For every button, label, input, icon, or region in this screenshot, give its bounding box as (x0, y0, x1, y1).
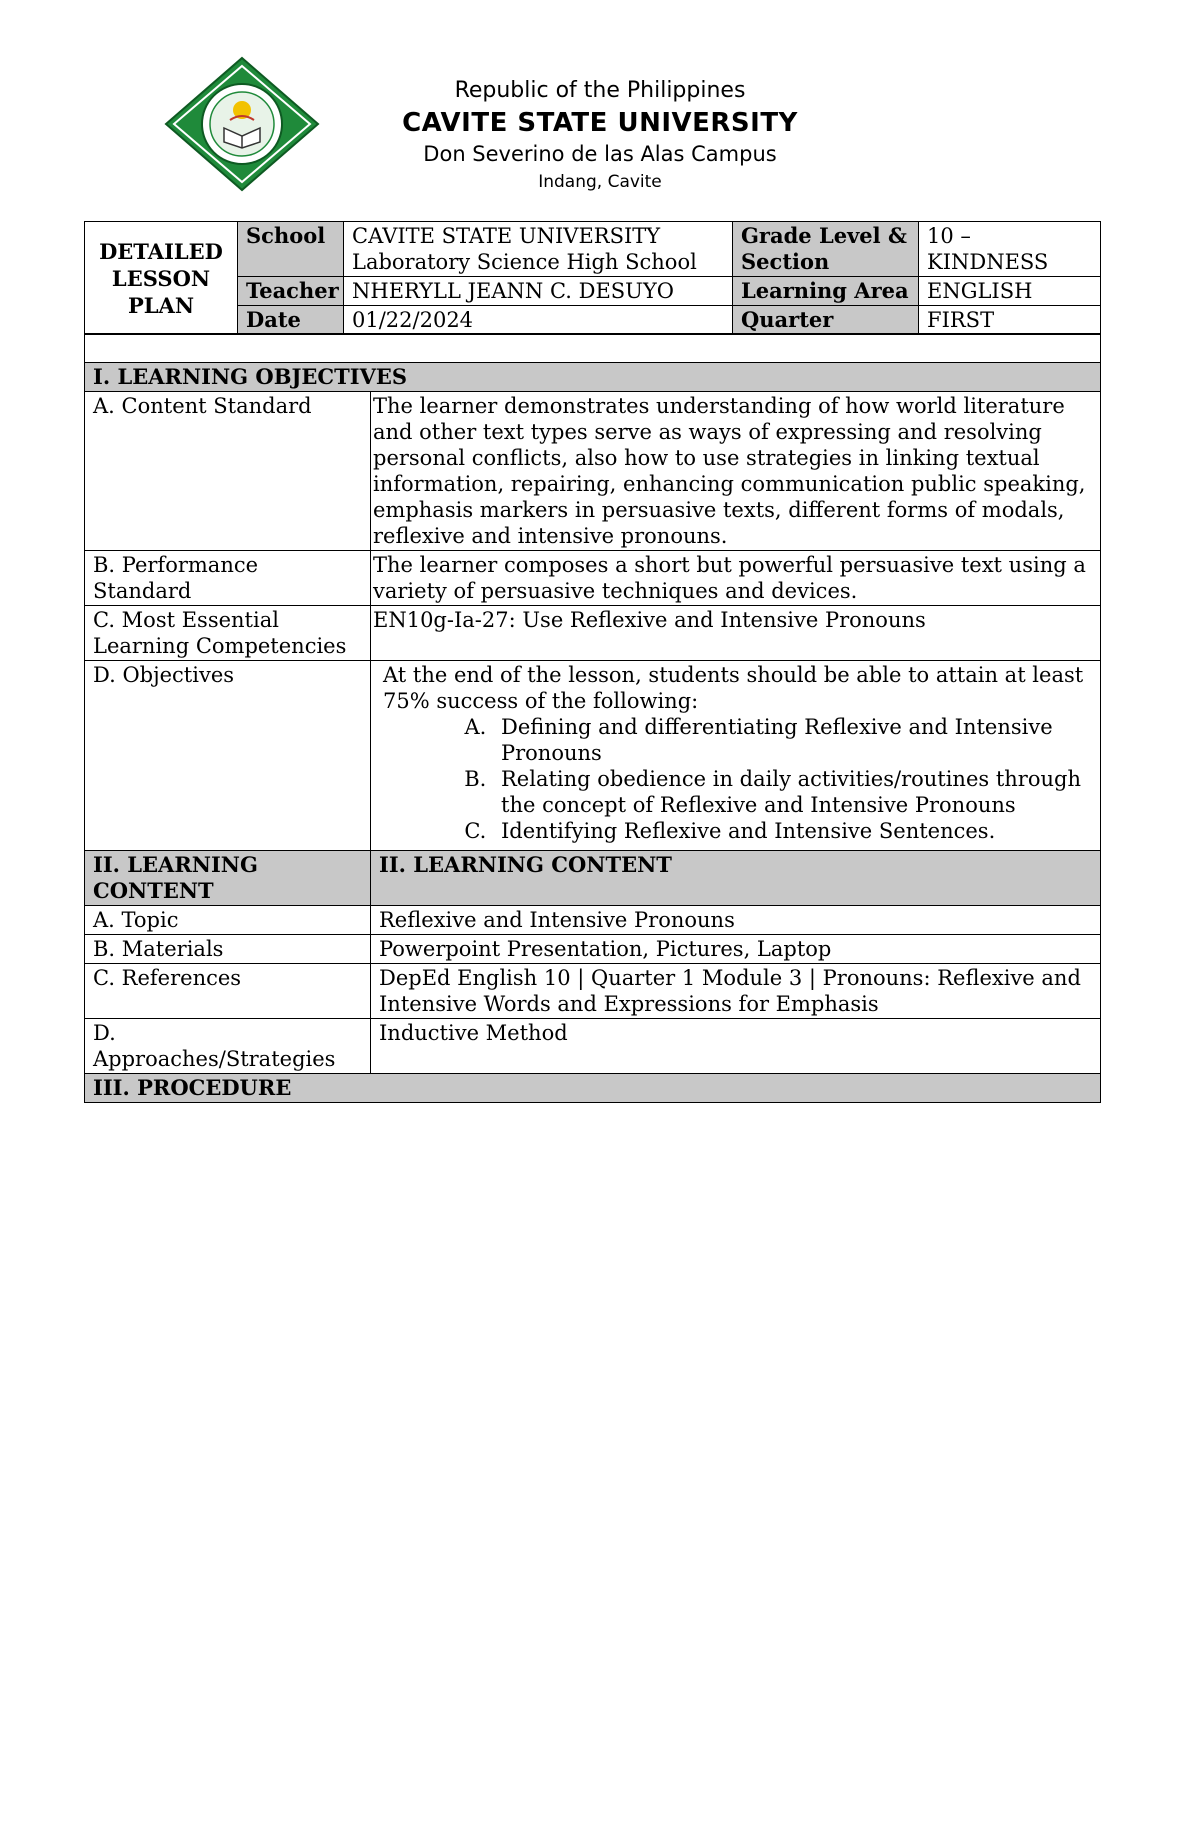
teacher-label: Teacher (238, 277, 344, 306)
learning-objectives-heading: I. LEARNING OBJECTIVES (85, 363, 1101, 392)
references-label: C. References (85, 964, 371, 1019)
procedure-heading: III. PROCEDURE (85, 1074, 1101, 1103)
topic-value: Reflexive and Intensive Pronouns (371, 906, 1101, 935)
objectives-cell (371, 661, 1101, 851)
school-unit: Laboratory Science High School (352, 250, 697, 274)
objective-item: C. Identifying Reflexive and Intensive Sentences. (493, 818, 1092, 844)
lesson-info-table (84, 221, 1101, 335)
performance-standard-label: B. Performance Standard (85, 551, 371, 606)
materials-value: Powerpoint Presentation, Pictures, Laptop (371, 935, 1101, 964)
document-header (0, 0, 1200, 215)
detailed-lesson-plan-title: DETAILED LESSON PLAN (85, 222, 238, 335)
melc-text: EN10g-Ia-27: Use Reflexive and Intensive Pronouns (371, 606, 1101, 661)
date-label: Date (238, 306, 344, 335)
lesson-plan-table (84, 333, 1101, 1103)
content-standard-text: The learner demonstrates understanding of how world literature and other text types serve as ways of expressing and resolving personal conflicts, also how to use strategies in linking textual information, repairing, enhancing communication public speaking, emphasis markers in persuasive texts, different forms of modals, reflexive and intensive pronouns. (371, 392, 1101, 551)
learning-area-label: Learning Area (733, 277, 919, 306)
republic-line: Republic of the Philippines (454, 78, 746, 103)
quarter-value: FIRST (919, 306, 1101, 335)
content-standard-label: A. Content Standard (85, 392, 371, 551)
objectives-list (383, 714, 1092, 844)
teacher-value: NHERYLL JEANN C. DESUYO (344, 277, 733, 306)
learning-area-value: ENGLISH (919, 277, 1101, 306)
approaches-value: Inductive Method (371, 1019, 1101, 1074)
learning-content-heading-left: II. LEARNING CONTENT (85, 851, 371, 906)
school-value (344, 222, 733, 277)
objective-item: A. Defining and differentiating Reflexive and Intensive Pronouns (493, 714, 1092, 766)
approaches-label: D. Approaches/Strategies (85, 1019, 371, 1074)
objectives-label: D. Objectives (85, 661, 371, 851)
campus-location: Indang, Cavite (538, 172, 662, 192)
school-label: School (238, 222, 344, 277)
performance-standard-text: The learner composes a short but powerful persuasive text using a variety of persuasive techniques and devices. (371, 551, 1101, 606)
references-value: DepEd English 10 | Quarter 1 Module 3 | Pronouns: Reflexive and Intensive Words and Expressions for Emphasis (371, 964, 1101, 1019)
objectives-intro: At the end of the lesson, students should be able to attain at least 75% success of the following: (383, 663, 1084, 713)
topic-label: A. Topic (85, 906, 371, 935)
melc-label: C. Most Essential Learning Competencies (85, 606, 371, 661)
objective-item: B. Relating obedience in daily activities/routines through the concept of Reflexive and Intensive Pronouns (493, 766, 1092, 818)
school-name: CAVITE STATE UNIVERSITY (352, 224, 661, 248)
spacer-row (85, 334, 1101, 363)
quarter-label: Quarter (733, 306, 919, 335)
learning-content-heading-right: II. LEARNING CONTENT (371, 851, 1101, 906)
campus-name: Don Severino de las Alas Campus (423, 142, 777, 166)
materials-label: B. Materials (85, 935, 371, 964)
grade-level-label: Grade Level & Section (733, 222, 919, 277)
university-name: CAVITE STATE UNIVERSITY (402, 108, 798, 138)
date-value: 01/22/2024 (344, 306, 733, 335)
grade-level-value: 10 – KINDNESS (919, 222, 1101, 277)
